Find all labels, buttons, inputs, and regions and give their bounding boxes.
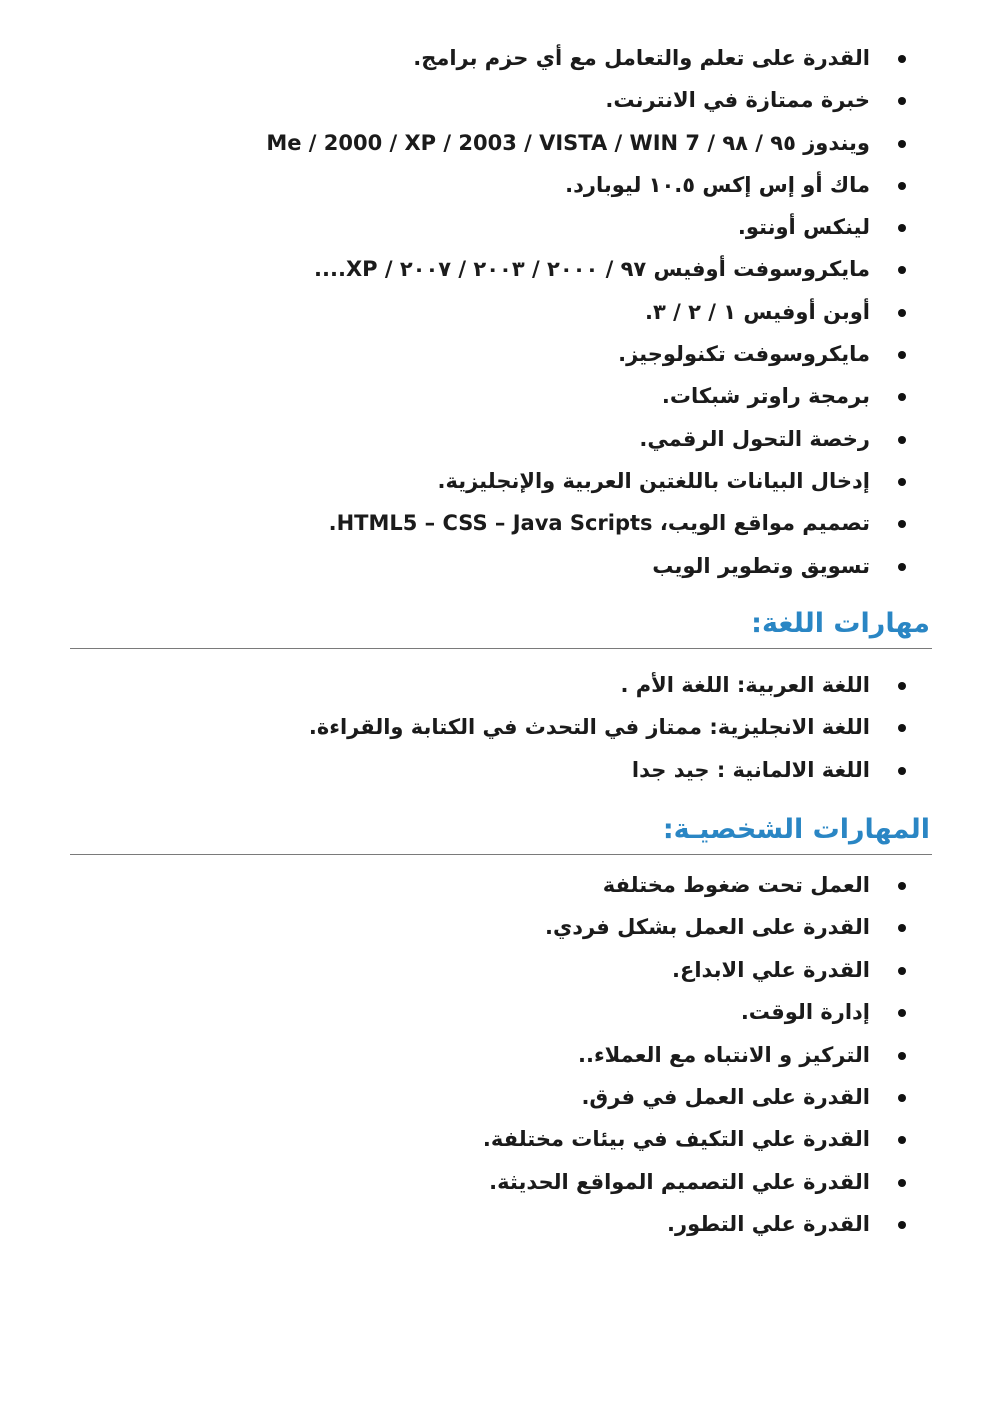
bullet-icon <box>898 1009 906 1017</box>
list-item: القدرة علي التطور. <box>80 1203 910 1245</box>
list-item: إدخال البيانات باللغتين العربية والإنجليزية. <box>80 460 910 502</box>
list-item: مايكروسوفت أوفيس ٩٧ / ٢٠٠٠ / ٢٠٠٣ / ٢٠٠٧ / XP.... <box>80 248 910 290</box>
bullet-icon <box>898 1052 906 1060</box>
bullet-icon <box>898 140 906 148</box>
list-item: القدرة على العمل في فرق. <box>80 1076 910 1118</box>
list-item: القدرة على العمل بشكل فردي. <box>80 906 910 948</box>
bullet-icon <box>898 520 906 528</box>
bullet-icon <box>898 436 906 444</box>
list-item: مايكروسوفت تكنولوجيز. <box>80 333 910 375</box>
personal-skills-list <box>80 864 910 1246</box>
list-item: القدرة علي التصميم المواقع الحديثة. <box>80 1161 910 1203</box>
bullet-icon <box>898 478 906 486</box>
section-divider <box>70 648 932 649</box>
bullet-icon <box>898 767 906 775</box>
list-item: إدارة الوقت. <box>80 991 910 1033</box>
list-item: اللغة العربية: اللغة الأم . <box>80 664 910 706</box>
list-item: رخصة التحول الرقمي. <box>80 418 910 460</box>
list-item: لينكس أونتو. <box>80 206 910 248</box>
bullet-icon <box>898 563 906 571</box>
language-skills-heading: مهارات اللغة: <box>751 608 930 639</box>
list-item: تصميم مواقع الويب، HTML5 – CSS – Java Scripts. <box>80 502 910 544</box>
list-item: القدرة علي الابداع. <box>80 949 910 991</box>
bullet-icon <box>898 967 906 975</box>
bullet-icon <box>898 1136 906 1144</box>
list-item: برمجة راوتر شبكات. <box>80 375 910 417</box>
bullet-icon <box>898 682 906 690</box>
bullet-icon <box>898 724 906 732</box>
bullet-icon <box>898 1094 906 1102</box>
bullet-icon <box>898 224 906 232</box>
bullet-icon <box>898 393 906 401</box>
list-item: القدرة على تعلم والتعامل مع أي حزم برامج. <box>80 37 910 79</box>
bullet-icon <box>898 1179 906 1187</box>
list-item: اللغة الالمانية : جيد جدا <box>80 749 910 791</box>
bullet-icon <box>898 55 906 63</box>
list-item: أوبن أوفيس ١ / ٢ / ٣. <box>80 291 910 333</box>
bullet-icon <box>898 882 906 890</box>
list-item: العمل تحت ضغوط مختلفة <box>80 864 910 906</box>
list-item: ماك أو إس إكس ١٠.٥ ليوبارد. <box>80 164 910 206</box>
list-item: ويندوز ٩٥ / ٩٨ / Me / 2000 / XP / 2003 / VISTA / WIN 7 <box>80 122 910 164</box>
bullet-icon <box>898 182 906 190</box>
bullet-icon <box>898 924 906 932</box>
bullet-icon <box>898 97 906 105</box>
personal-skills-heading: المهارات الشخصيـة: <box>662 814 930 845</box>
list-item: القدرة علي التكيف في بيئات مختلفة. <box>80 1118 910 1160</box>
list-item: تسويق وتطوير الويب <box>80 545 910 587</box>
bullet-icon <box>898 309 906 317</box>
bullet-icon <box>898 351 906 359</box>
bullet-icon <box>898 1221 906 1229</box>
list-item: التركيز و الانتباه مع العملاء.. <box>80 1034 910 1076</box>
language-skills-list <box>80 664 910 791</box>
list-item: خبرة ممتازة في الانترنت. <box>80 79 910 121</box>
bullet-icon <box>898 266 906 274</box>
list-item: اللغة الانجليزية: ممتاز في التحدث في الكتابة والقراءة. <box>80 706 910 748</box>
technical-skills-list <box>80 37 910 587</box>
section-divider <box>70 854 932 855</box>
